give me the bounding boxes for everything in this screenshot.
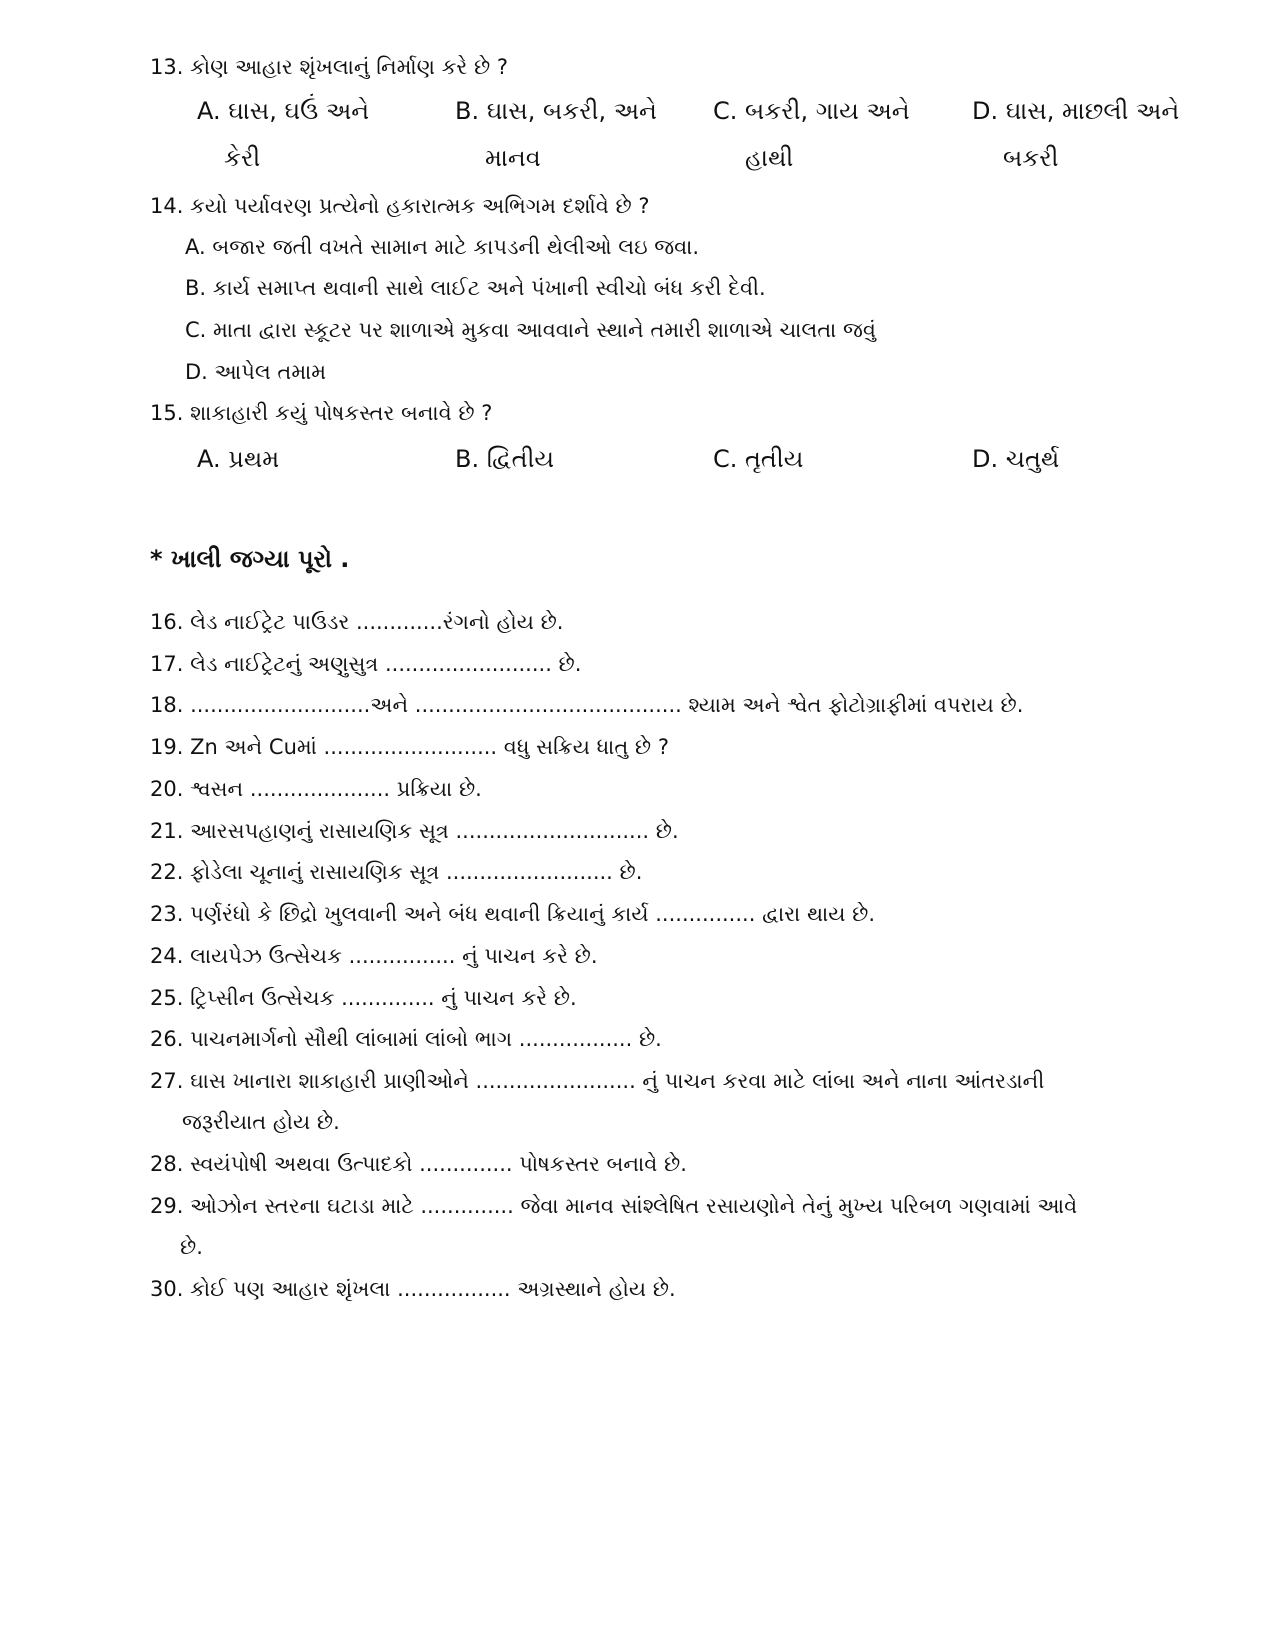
q14-option-c: C. માતા દ્વારા સ્કૂટર પર શાળાએ મુકવા આવવાને સ્થાને તમારી શાળાએ ચાલતા જવું bbox=[185, 318, 876, 342]
question-25: 25. ટ્રિપ્સીન ઉત્સેચક .............. નું પાચન કરે છે. bbox=[150, 986, 577, 1010]
q13-option-b-line1: B. ઘાસ, બકરી, અને bbox=[455, 97, 657, 125]
q13-option-c-line2: હાથી bbox=[745, 144, 794, 172]
question-24: 24. લાયપેઝ ઉત્સેચક ................ નું પાચન કરે છે. bbox=[150, 944, 598, 968]
q13-option-c-line1: C. બકરી, ગાય અને bbox=[713, 97, 910, 125]
question-16: 16. લેડ નાઈટ્રેટ પાઉડર .............રંગનો હોય છે. bbox=[150, 610, 564, 634]
q13-option-b-line2: માનવ bbox=[485, 144, 541, 172]
question-21: 21. આરસપહાણનું રાસાયણિક સૂત્ર ............................. છે. bbox=[150, 819, 679, 843]
q13-option-d-line1: D. ઘાસ, માછલી અને bbox=[972, 97, 1180, 125]
question-29-continued: છે. bbox=[180, 1235, 203, 1259]
question-20: 20. શ્વસન ..................... પ્રક્રિયા છે. bbox=[150, 777, 482, 801]
q15-option-d: D. ચતુર્થ bbox=[972, 445, 1060, 473]
question-15: 15. શાકાહારી કયું પોષકસ્તર બનાવે છે ? bbox=[150, 401, 493, 425]
q13-option-d-line2: બકરી bbox=[1003, 144, 1059, 172]
q14-option-d: D. આપેલ તમામ bbox=[185, 360, 327, 384]
question-27-continued: જરૂરીયાત હોય છે. bbox=[182, 1110, 340, 1134]
question-23: 23. પર્ણરંધો કે છિદ્રો ખુલવાની અને બંધ થવાની ક્રિયાનું કાર્ય ............... દ્વારા થાય છે. bbox=[150, 902, 875, 926]
question-18: 18. ...........................અને ........................................ શ્યામ અને શ્વેત ફોટોગ્રાફીમાં વપરાય છે. bbox=[150, 693, 1024, 717]
question-26: 26. પાચનમાર્ગનો સૌથી લાંબામાં લાંબો ભાગ ................. છે. bbox=[150, 1027, 662, 1051]
q14-option-b: B. કાર્ય સમાપ્ત થવાની સાથે લાઈટ અને પંખાની સ્વીચો બંધ કરી દેવી. bbox=[185, 276, 766, 300]
q13-option-a-line2: કેરી bbox=[224, 144, 261, 172]
question-14: 14. કયો પર્યાવરણ પ્રત્યેનો હકારાત્મક અભિગમ દર્શાવે છે ? bbox=[150, 194, 650, 218]
question-19: 19. Zn અને Cuમાં .......................... વધુ સક્રિય ધાતુ છે ? bbox=[150, 735, 669, 759]
question-17: 17. લેડ નાઈટ્રેટનું અણુસુત્ર ......................... છે. bbox=[150, 652, 582, 676]
question-29: 29. ઓઝોન સ્તરના ઘટાડા માટે .............. જેવા માનવ સાંશ્લેષિત રસાયણોને તેનું મુખ્ય પરિબળ ગણવામાં આવે bbox=[150, 1194, 1078, 1218]
section-heading: * ખાલી જગ્યા પૂરો . bbox=[150, 545, 350, 573]
question-22: 22. ફોડેલા ચૂનાનું રાસાયણિક સૂત્ર ......................... છે. bbox=[150, 860, 643, 884]
question-13: 13. કોણ આહાર શૃંખલાનું નિર્માણ કરે છે ? bbox=[150, 55, 509, 79]
question-28: 28. સ્વયંપોષી અથવા ઉત્પાદકો .............. પોષકસ્તર બનાવે છે. bbox=[150, 1152, 687, 1176]
q13-option-a-line1: A. ઘાસ, ઘઉં અને bbox=[197, 97, 370, 125]
question-30: 30. કોઈ પણ આહાર શૃંખલા ................. અગ્રસ્થાને હોય છે. bbox=[150, 1277, 676, 1301]
q15-option-a: A. પ્રથમ bbox=[197, 445, 280, 473]
question-27: 27. ઘાસ ખાનારા શાકાહારી પ્રાણીઓને ........................ નું પાચન કરવા માટે લાંબા અને નાના આંતરડાની bbox=[150, 1069, 1045, 1093]
q14-option-a: A. બજાર જતી વખતે સામાન માટે કાપડની થેલીઓ લઇ જવા. bbox=[185, 235, 700, 259]
q15-option-b: B. દ્વિતીય bbox=[455, 445, 555, 473]
q15-option-c: C. તૃતીય bbox=[713, 445, 804, 473]
